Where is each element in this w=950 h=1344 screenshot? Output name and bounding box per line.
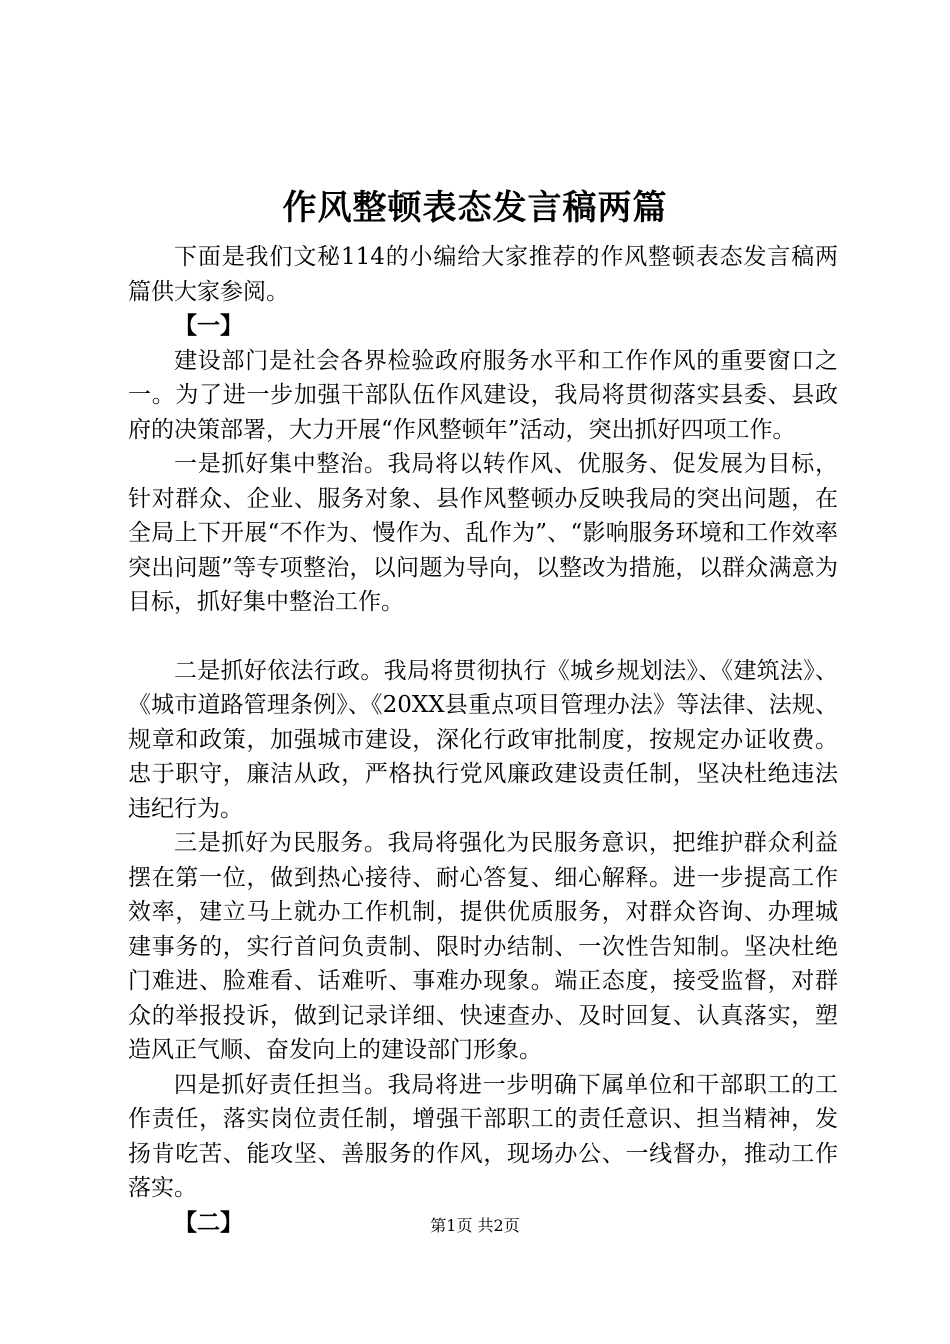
page-number-footer: 第1页 共2页 <box>430 1216 520 1235</box>
document-body <box>128 240 838 1240</box>
document-title: 作风整顿表态发言稿两篇 <box>282 188 668 228</box>
body-paragraph: 建设部门是社会各界检验政府服务水平和工作作风的重要窗口之一。为了进一步加强干部队伍作风建设，我局将贯彻落实县委、县政府的决策部署，大力开展“作风整顿年”活动，突出抓好四项工作。 <box>128 347 838 443</box>
body-paragraph: 四是抓好责任担当。我局将进一步明确下属单位和干部职工的工作责任，落实岗位责任制，增强干部职工的责任意识、担当精神，发扬肯吃苦、能攻坚、善服务的作风，现场办公、一线督办，推动工作落实。 <box>128 1071 838 1201</box>
body-paragraph: 二是抓好依法行政。我局将贯彻执行《城乡规划法》、《建筑法》、《城市道路管理条例》、《20XX县重点项目管理办法》等法律、法规、规章和政策，加强城市建设，深化行政审批制度，按规定办证收费。忠于职守，廉洁从政，严格执行党风廉政建设责任制，坚决杜绝违法违纪行为。 <box>128 657 838 822</box>
body-paragraph: 一是抓好集中整治。我局将以转作风、优服务、促发展为目标，针对群众、企业、服务对象、县作风整顿办反映我局的突出问题，在全局上下开展“不作为、慢作为、乱作为”、“影响服务环境和工作效率突出问题”等专项整治，以问题为导向，以整改为措施，以群众满意为目标，抓好集中整治工作。 <box>128 451 838 615</box>
section-heading-2: 【二】 <box>174 1208 243 1236</box>
section-heading-1: 【一】 <box>174 312 243 339</box>
body-paragraph: 三是抓好为民服务。我局将强化为民服务意识，把维护群众利益摆在第一位，做到热心接待、耐心答复、细心解释。进一步提高工作效率，建立马上就办工作机制，提供优质服务，对群众咨询、办理城建事务的，实行首问负责制、限时办结制、一次性告知制。坚决杜绝门难进、脸难看、话难听、事难办现象。端正态度，接受监督，对群众的举报投诉，做到记录详细、快速查办、及时回复、认真落实，塑造风正气顺、奋发向上的建设部门形象。 <box>128 830 838 1063</box>
intro-paragraph: 下面是我们文秘114的小编给大家推荐的作风整顿表态发言稿两篇供大家参阅。 <box>128 244 838 305</box>
